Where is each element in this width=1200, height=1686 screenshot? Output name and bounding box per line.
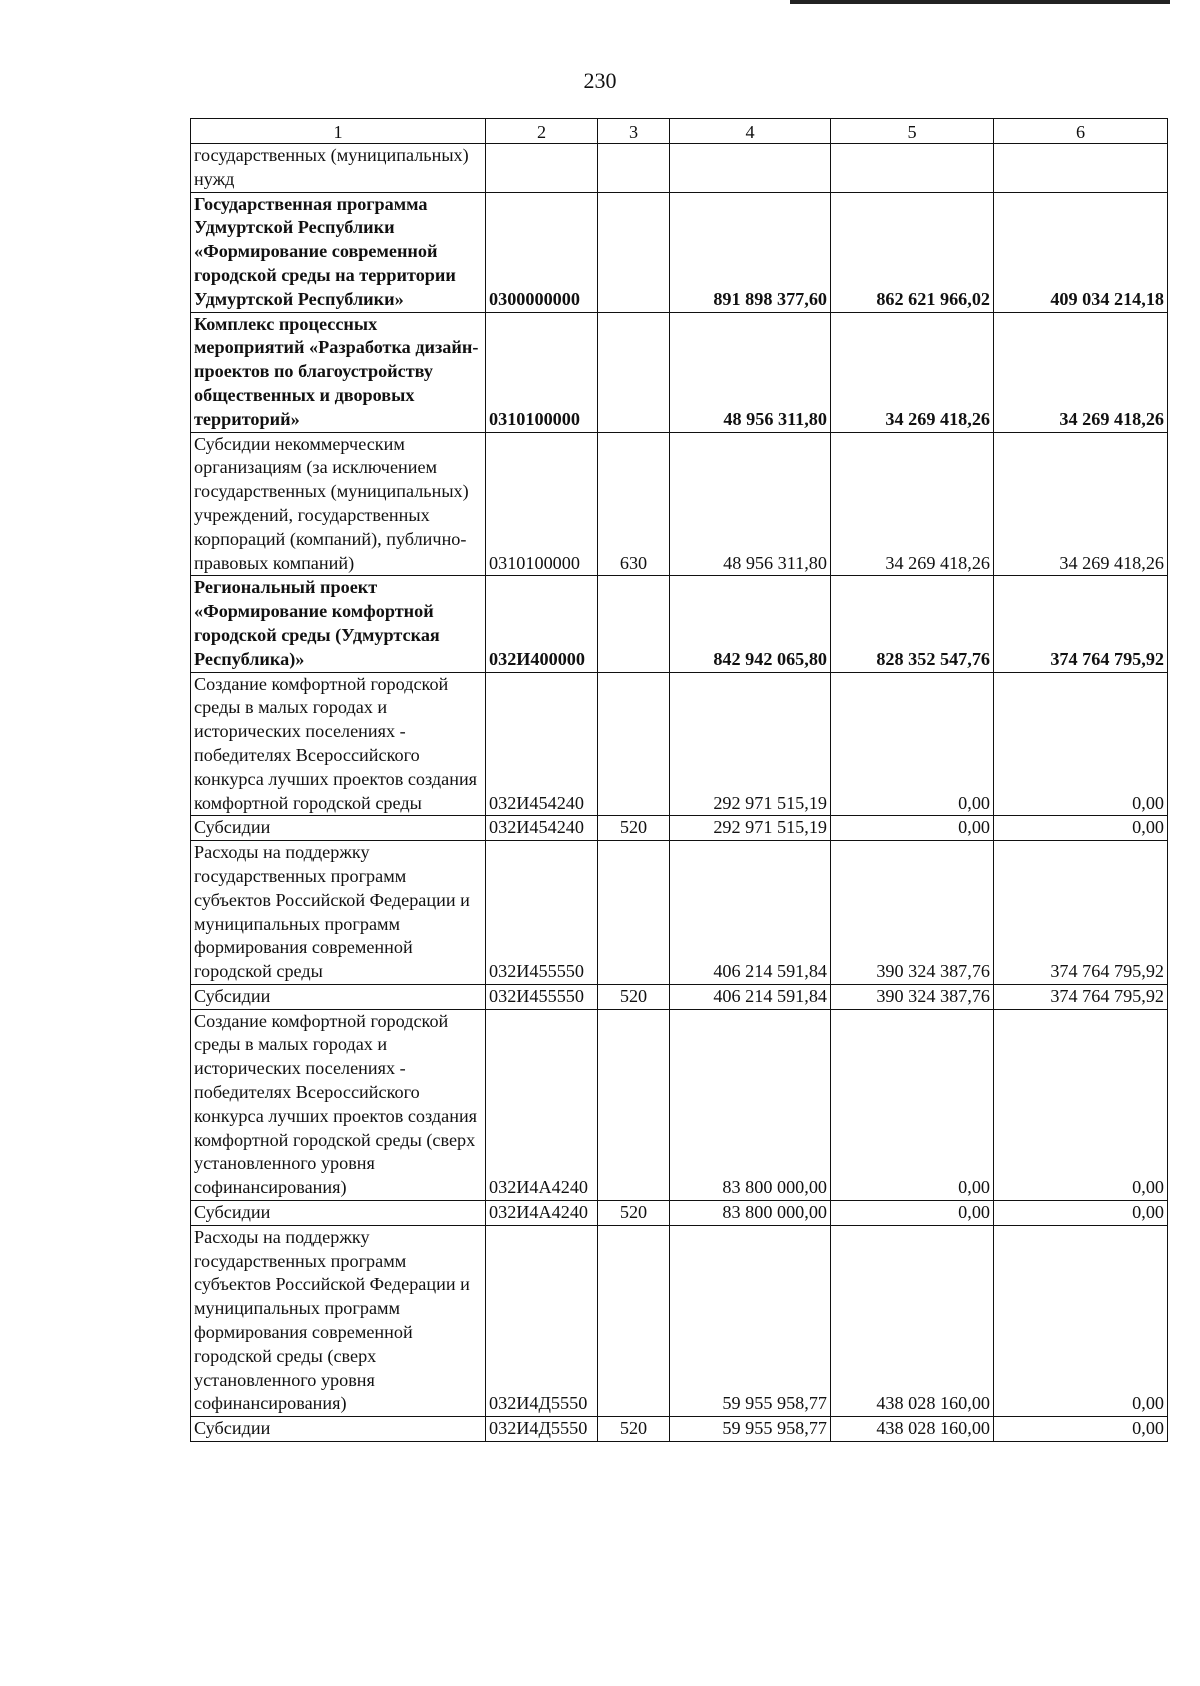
- table-row: [191, 984, 1168, 1009]
- table-row: [191, 144, 1168, 193]
- cell-amount-col4: 59 955 958,77: [670, 1417, 831, 1442]
- cell-code: 032И4Д5550: [486, 1417, 598, 1442]
- cell-name: Региональный проект «Формирование комфортной городской среды (Удмуртская Республика)»: [191, 576, 486, 672]
- cell-amount-col6: 0,00: [994, 1417, 1168, 1442]
- cell-amount-col5: 390 324 387,76: [831, 984, 994, 1009]
- cell-name: Субсидии: [191, 816, 486, 841]
- cell-name: Субсидии: [191, 1201, 486, 1226]
- cell-name: Создание комфортной городской среды в малых городах и исторических поселениях - победителях Всероссийского конкурса лучших проектов создания комфортной городской среды: [191, 672, 486, 816]
- cell-name: Комплекс процессных мероприятий «Разработка дизайн-проектов по благоустройству общественных и дворовых территорий»: [191, 312, 486, 432]
- cell-amount-col5: 438 028 160,00: [831, 1225, 994, 1416]
- cell-amount-col6: 374 764 795,92: [994, 841, 1168, 985]
- cell-amount-col6: 34 269 418,26: [994, 312, 1168, 432]
- cell-name: Государственная программа Удмуртской Республики «Формирование современной городской среды на территории Удмуртской Республики»: [191, 192, 486, 312]
- table-row: [191, 816, 1168, 841]
- cell-amount-col4: 891 898 377,60: [670, 192, 831, 312]
- scan-edge-line: [790, 0, 1170, 4]
- cell-amount-col5: 0,00: [831, 816, 994, 841]
- cell-amount-col5: 390 324 387,76: [831, 841, 994, 985]
- cell-amount-col6: 0,00: [994, 1009, 1168, 1200]
- cell-expense-type: [598, 192, 670, 312]
- header-col-4: 4: [670, 119, 831, 144]
- table-row: [191, 1201, 1168, 1226]
- cell-name: Расходы на поддержку государственных программ субъектов Российской Федерации и муниципальных программ формирования современной городской среды (сверх установленного уровня софинансирования): [191, 1225, 486, 1416]
- table-body: [191, 144, 1168, 1442]
- cell-code: 032И455550: [486, 984, 598, 1009]
- table-row: [191, 841, 1168, 985]
- cell-amount-col4: 292 971 515,19: [670, 672, 831, 816]
- cell-amount-col6: 409 034 214,18: [994, 192, 1168, 312]
- cell-expense-type: [598, 1225, 670, 1416]
- header-col-5: 5: [831, 119, 994, 144]
- cell-code: 0310100000: [486, 312, 598, 432]
- header-row: [191, 119, 1168, 144]
- cell-code: 032И455550: [486, 841, 598, 985]
- cell-amount-col5: 0,00: [831, 672, 994, 816]
- cell-expense-type: [598, 841, 670, 985]
- cell-code: 032И454240: [486, 816, 598, 841]
- cell-expense-type: [598, 312, 670, 432]
- cell-code: 032И4А4240: [486, 1201, 598, 1226]
- table-row: [191, 1009, 1168, 1200]
- cell-amount-col5: 34 269 418,26: [831, 432, 994, 576]
- header-col-6: 6: [994, 119, 1168, 144]
- cell-amount-col5: 34 269 418,26: [831, 312, 994, 432]
- header-col-3: 3: [598, 119, 670, 144]
- table-row: [191, 1225, 1168, 1416]
- cell-expense-type: 520: [598, 1417, 670, 1442]
- cell-amount-col4: 406 214 591,84: [670, 841, 831, 985]
- cell-amount-col5: 862 621 966,02: [831, 192, 994, 312]
- cell-amount-col6: 0,00: [994, 1201, 1168, 1226]
- cell-amount-col6: 0,00: [994, 1225, 1168, 1416]
- cell-expense-type: 520: [598, 984, 670, 1009]
- table-row: [191, 672, 1168, 816]
- table-row: [191, 192, 1168, 312]
- cell-name: государственных (муниципальных) нужд: [191, 144, 486, 193]
- cell-amount-col5: 0,00: [831, 1009, 994, 1200]
- cell-amount-col4: 406 214 591,84: [670, 984, 831, 1009]
- table-row: [191, 432, 1168, 576]
- header-col-2: 2: [486, 119, 598, 144]
- cell-code: 0300000000: [486, 192, 598, 312]
- cell-name: Субсидии: [191, 1417, 486, 1442]
- table-row: [191, 312, 1168, 432]
- cell-amount-col6: 0,00: [994, 816, 1168, 841]
- cell-amount-col6: 374 764 795,92: [994, 984, 1168, 1009]
- cell-expense-type: [598, 144, 670, 193]
- cell-expense-type: 520: [598, 816, 670, 841]
- cell-amount-col6: [994, 144, 1168, 193]
- cell-amount-col4: [670, 144, 831, 193]
- table-row: [191, 576, 1168, 672]
- cell-name: Создание комфортной городской среды в малых городах и исторических поселениях - победителях Всероссийского конкурса лучших проектов создания комфортной городской среды (сверх установленного уровня софинансирования): [191, 1009, 486, 1200]
- table-row: [191, 1417, 1168, 1442]
- cell-code: 032И454240: [486, 672, 598, 816]
- cell-code: 0310100000: [486, 432, 598, 576]
- cell-amount-col5: 438 028 160,00: [831, 1417, 994, 1442]
- cell-code: 032И4Д5550: [486, 1225, 598, 1416]
- cell-amount-col4: 842 942 065,80: [670, 576, 831, 672]
- cell-amount-col5: 828 352 547,76: [831, 576, 994, 672]
- cell-expense-type: [598, 672, 670, 816]
- cell-name: Субсидии: [191, 984, 486, 1009]
- header-col-1: 1: [191, 119, 486, 144]
- cell-amount-col5: 0,00: [831, 1201, 994, 1226]
- cell-code: [486, 144, 598, 193]
- cell-code: 032И400000: [486, 576, 598, 672]
- cell-amount-col6: 374 764 795,92: [994, 576, 1168, 672]
- cell-name: Субсидии некоммерческим организациям (за исключением государственных (муниципальных) учреждений, государственных корпораций (компаний), публично-правовых компаний): [191, 432, 486, 576]
- cell-amount-col4: 48 956 311,80: [670, 312, 831, 432]
- cell-amount-col4: 59 955 958,77: [670, 1225, 831, 1416]
- cell-amount-col4: 83 800 000,00: [670, 1009, 831, 1200]
- cell-expense-type: 630: [598, 432, 670, 576]
- table-header: [191, 119, 1168, 144]
- cell-expense-type: 520: [598, 1201, 670, 1226]
- cell-expense-type: [598, 1009, 670, 1200]
- cell-amount-col4: 48 956 311,80: [670, 432, 831, 576]
- cell-amount-col6: 0,00: [994, 672, 1168, 816]
- cell-name: Расходы на поддержку государственных программ субъектов Российской Федерации и муниципальных программ формирования современной городской среды: [191, 841, 486, 985]
- page-number: 230: [583, 68, 617, 93]
- cell-code: 032И4А4240: [486, 1009, 598, 1200]
- cell-amount-col4: 292 971 515,19: [670, 816, 831, 841]
- budget-table: [190, 118, 1168, 1442]
- cell-expense-type: [598, 576, 670, 672]
- cell-amount-col6: 34 269 418,26: [994, 432, 1168, 576]
- cell-amount-col5: [831, 144, 994, 193]
- cell-amount-col4: 83 800 000,00: [670, 1201, 831, 1226]
